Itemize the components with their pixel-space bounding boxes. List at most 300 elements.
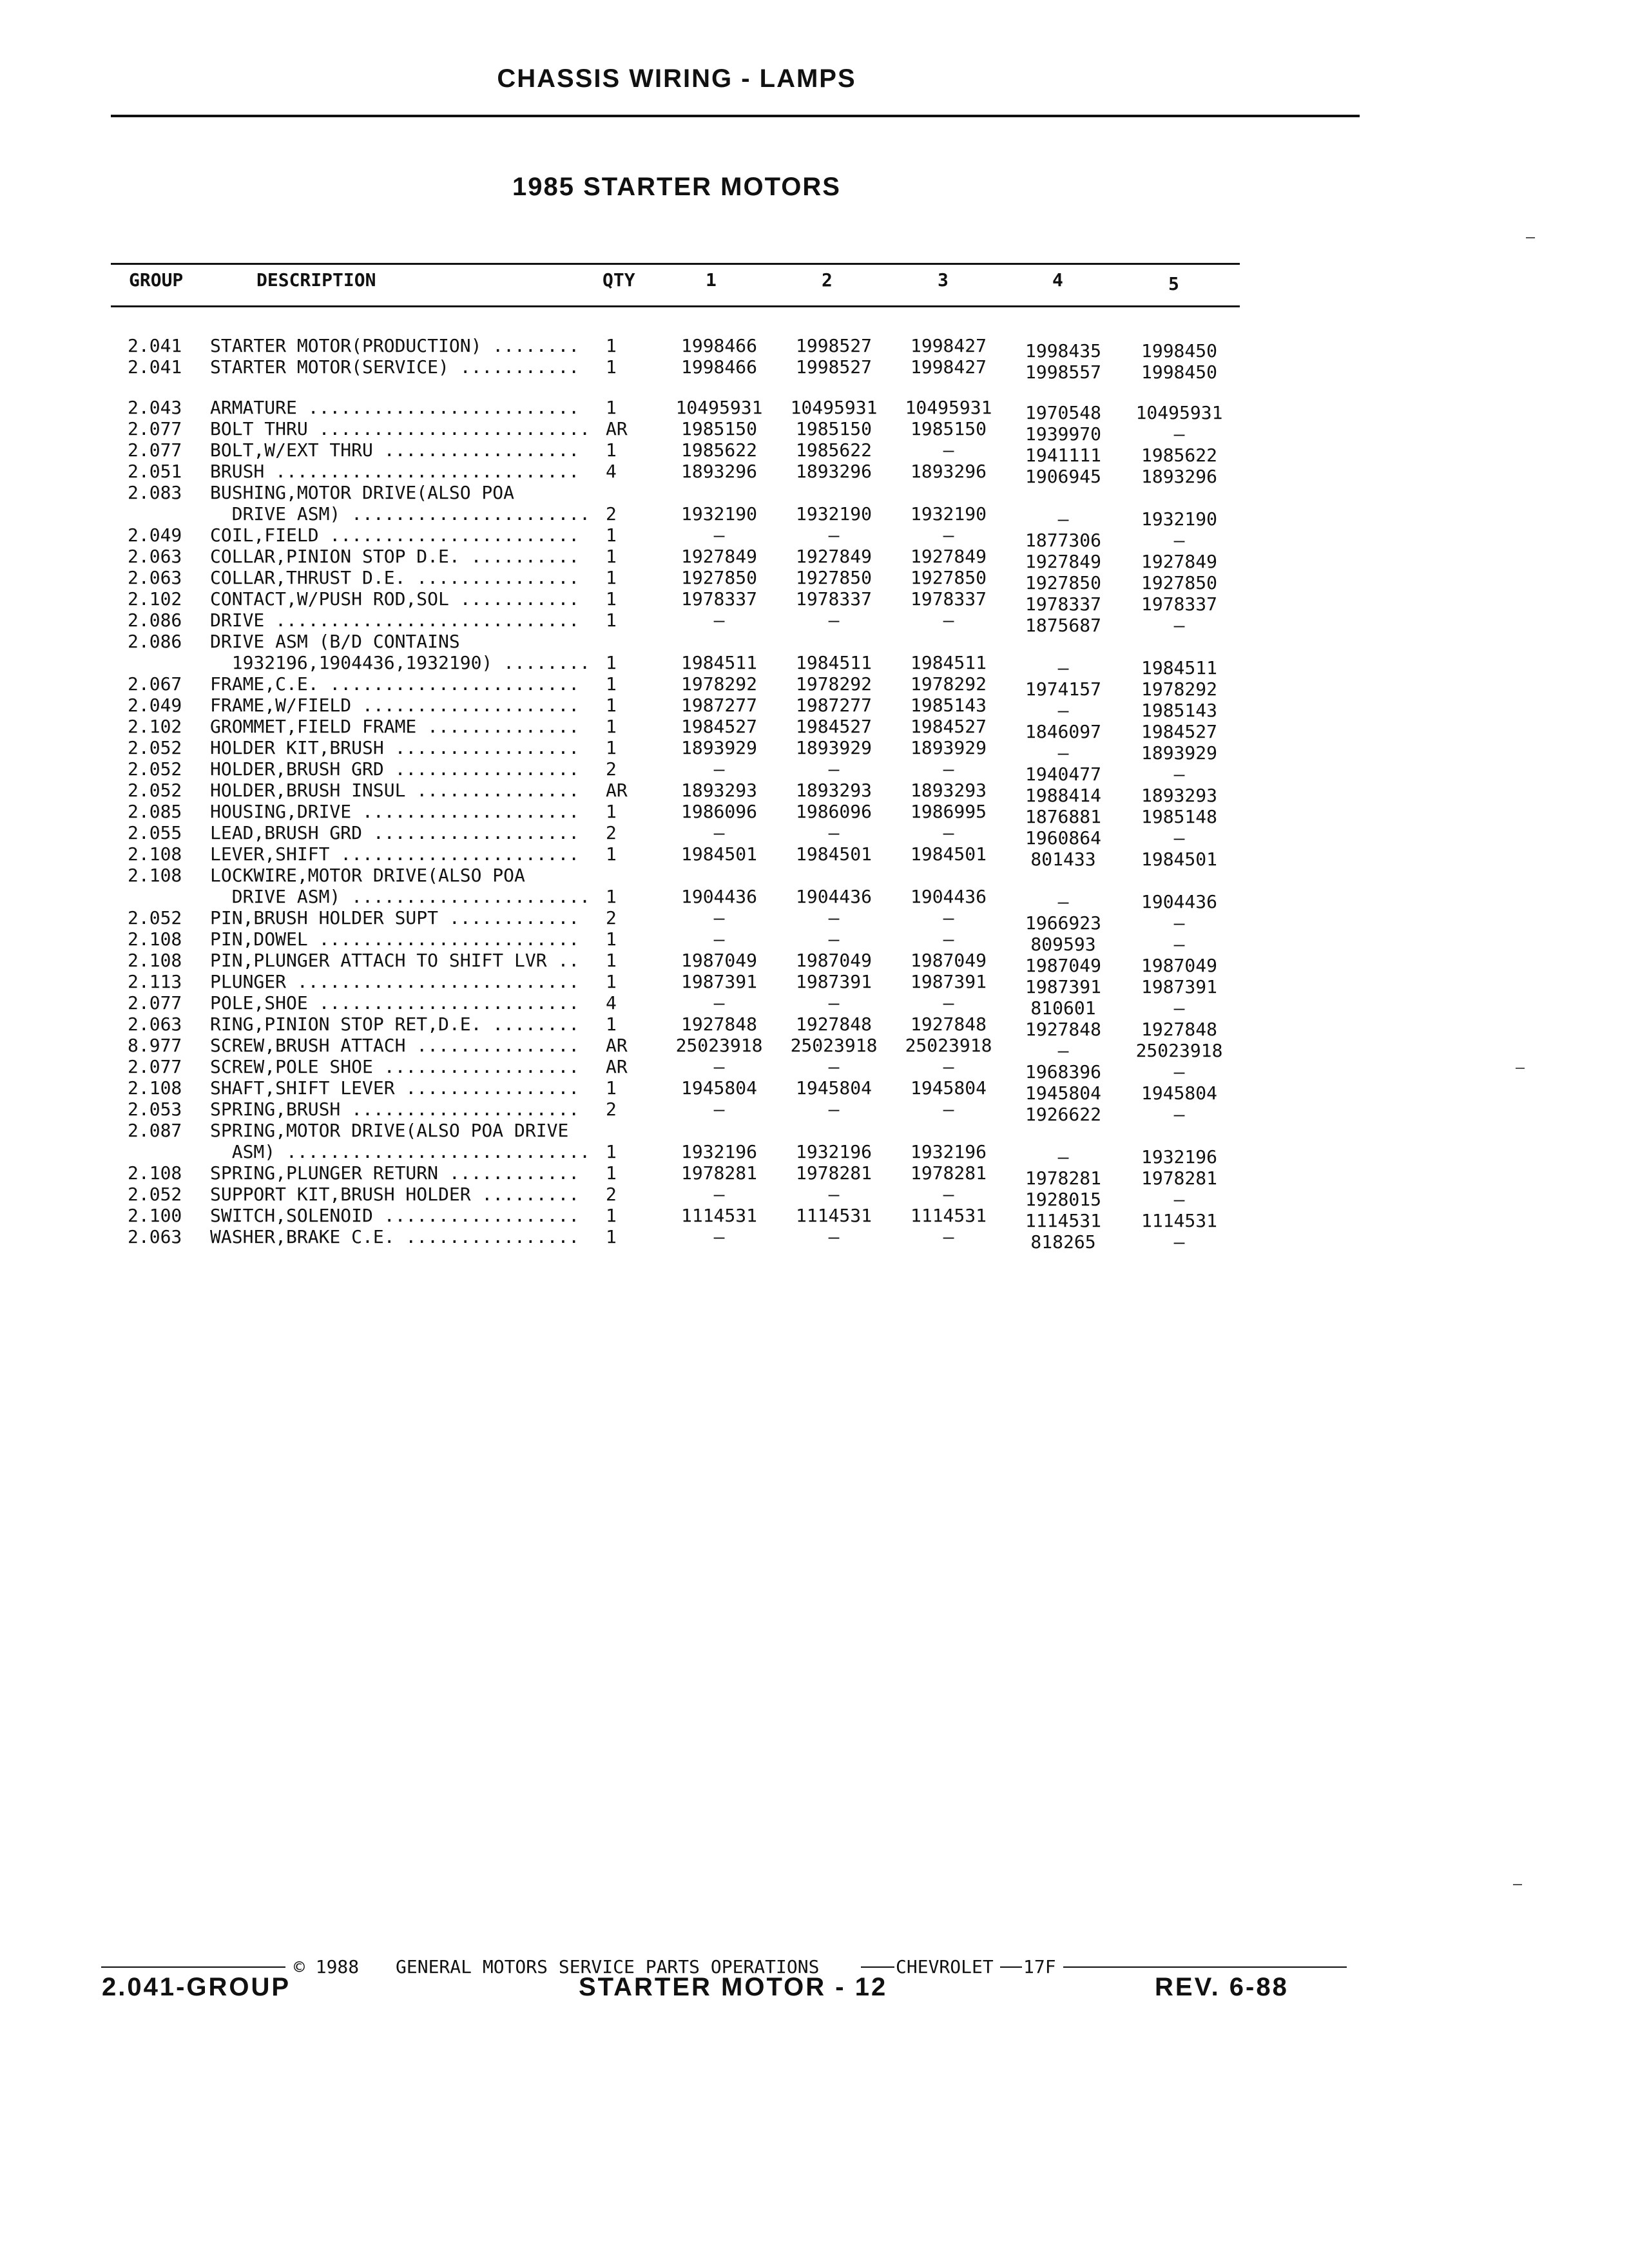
cell-qty: 1 bbox=[606, 1014, 617, 1035]
cell-part-2: 1987277 bbox=[795, 695, 872, 716]
cell-part-4: 1877306 bbox=[1025, 530, 1101, 551]
cell-part-1: 1978337 bbox=[680, 588, 757, 610]
cell-group: 2.052 bbox=[128, 758, 182, 780]
cell-part-5: 1893929 bbox=[1141, 742, 1217, 764]
cell-part-3: 1904436 bbox=[910, 886, 987, 907]
cell-part-2: 1984501 bbox=[795, 843, 872, 865]
cell-qty: 1 bbox=[606, 673, 617, 695]
cell-group: 2.041 bbox=[128, 356, 182, 378]
cell-part-4: 1974157 bbox=[1025, 678, 1101, 700]
cell-part-2: — bbox=[828, 1184, 840, 1205]
cell-description: GROMMET,FIELD FRAME .............. bbox=[210, 716, 580, 737]
cell-part-5: 1945804 bbox=[1141, 1082, 1217, 1104]
cell-part-3: 1945804 bbox=[910, 1077, 987, 1099]
cell-part-5: 1985143 bbox=[1141, 700, 1217, 721]
cell-part-4: 1927849 bbox=[1025, 551, 1101, 572]
cell-group: 2.083 bbox=[128, 482, 182, 503]
cell-description: FRAME,W/FIELD .................... bbox=[210, 695, 580, 716]
cell-part-5: 1893293 bbox=[1141, 785, 1217, 806]
cell-group: 2.077 bbox=[128, 992, 182, 1014]
cell-part-5: 1927849 bbox=[1141, 551, 1217, 572]
cell-part-3: 1893293 bbox=[910, 780, 987, 801]
cell-part-3: 1987391 bbox=[910, 971, 987, 992]
cell-qty: 1 bbox=[606, 335, 617, 356]
footer-code: 17F bbox=[1023, 1956, 1056, 1977]
cell-description: ASM) ............................ bbox=[210, 1141, 591, 1162]
cell-qty: 1 bbox=[606, 588, 617, 610]
cell-group: 2.077 bbox=[128, 439, 182, 461]
cell-part-3: 1978292 bbox=[910, 673, 987, 695]
cell-part-3: — bbox=[943, 524, 954, 546]
footer-group: 2.041-GROUP bbox=[102, 1973, 291, 2001]
cell-description: STARTER MOTOR(SERVICE) ........... bbox=[210, 356, 580, 378]
cell-part-2: — bbox=[828, 758, 840, 780]
cell-description: POLE,SHOE ........................ bbox=[210, 992, 580, 1014]
cell-part-1: 25023918 bbox=[675, 1035, 763, 1056]
cell-part-2: 1998527 bbox=[795, 356, 872, 378]
cell-part-1: 1998466 bbox=[680, 335, 757, 356]
cell-part-1: — bbox=[713, 1099, 725, 1120]
cell-part-2: 1985150 bbox=[795, 418, 872, 439]
cell-part-3: — bbox=[943, 758, 954, 780]
cell-part-2: 1927850 bbox=[795, 567, 872, 588]
cell-part-4: 1945804 bbox=[1025, 1082, 1101, 1104]
cell-qty: 1 bbox=[606, 1077, 617, 1099]
cell-qty: 1 bbox=[606, 1226, 617, 1247]
cell-part-2: 1893296 bbox=[795, 461, 872, 482]
footer-rule-mid bbox=[861, 1966, 894, 1968]
cell-part-4: 1998557 bbox=[1025, 361, 1101, 383]
cell-part-1: 1985150 bbox=[680, 418, 757, 439]
cell-qty: 2 bbox=[606, 1099, 617, 1120]
cell-part-5: 1984527 bbox=[1141, 721, 1217, 742]
cell-part-1: 1945804 bbox=[680, 1077, 757, 1099]
cell-part-5: 1932196 bbox=[1141, 1146, 1217, 1168]
cell-description: HOLDER KIT,BRUSH ................. bbox=[210, 737, 580, 758]
cell-qty: 1 bbox=[606, 1162, 617, 1184]
cell-group: 2.052 bbox=[128, 1184, 182, 1205]
cell-part-5: — bbox=[1173, 1189, 1185, 1210]
cell-group: 2.063 bbox=[128, 546, 182, 567]
cell-group: 2.108 bbox=[128, 843, 182, 865]
table-header-rule bbox=[111, 305, 1240, 307]
cell-description: SPRING,BRUSH ..................... bbox=[210, 1099, 580, 1120]
cell-group: 2.063 bbox=[128, 567, 182, 588]
cell-description: SHAFT,SHIFT LEVER ................ bbox=[210, 1077, 580, 1099]
cell-description: BOLT,W/EXT THRU .................. bbox=[210, 439, 580, 461]
cell-part-2: 1985622 bbox=[795, 439, 872, 461]
cell-part-3: 1986995 bbox=[910, 801, 987, 822]
cell-description: PIN,DOWEL ........................ bbox=[210, 928, 580, 950]
cell-part-3: — bbox=[943, 610, 954, 631]
cell-part-3: 1927849 bbox=[910, 546, 987, 567]
cell-group: 2.100 bbox=[128, 1205, 182, 1226]
cell-qty: 1 bbox=[606, 843, 617, 865]
cell-part-1: 1986096 bbox=[680, 801, 757, 822]
cell-part-4: — bbox=[1057, 700, 1069, 721]
cell-part-3: — bbox=[943, 907, 954, 928]
cell-group: 2.067 bbox=[128, 673, 182, 695]
cell-part-2: — bbox=[828, 1056, 840, 1077]
footer-rule-right bbox=[1063, 1966, 1347, 1968]
cell-qty: 1 bbox=[606, 971, 617, 992]
cell-part-3: 1927848 bbox=[910, 1014, 987, 1035]
cell-part-5: 25023918 bbox=[1135, 1040, 1223, 1061]
cell-part-2: — bbox=[828, 928, 840, 950]
cell-qty: 1 bbox=[606, 928, 617, 950]
cell-part-2: 1978337 bbox=[795, 588, 872, 610]
cell-description: 1932196,1904436,1932190) ........ bbox=[210, 652, 591, 673]
cell-part-4: 1978281 bbox=[1025, 1168, 1101, 1189]
table-top-rule bbox=[111, 263, 1240, 265]
cell-part-4: — bbox=[1057, 742, 1069, 764]
cell-part-3: 1893296 bbox=[910, 461, 987, 482]
cell-part-3: 1932190 bbox=[910, 503, 987, 524]
cell-qty: AR bbox=[606, 1056, 628, 1077]
cell-part-5: 1987391 bbox=[1141, 976, 1217, 997]
cell-description: STARTER MOTOR(PRODUCTION) ........ bbox=[210, 335, 580, 356]
cell-description: COLLAR,THRUST D.E. ............... bbox=[210, 567, 580, 588]
cell-part-4: 1939970 bbox=[1025, 423, 1101, 445]
cell-part-4: 1968396 bbox=[1025, 1061, 1101, 1082]
cell-part-1: 1927850 bbox=[680, 567, 757, 588]
cell-part-3: — bbox=[943, 439, 954, 461]
cell-part-5: — bbox=[1173, 997, 1185, 1019]
footer-copyright: © 1988 bbox=[294, 1956, 360, 1977]
cell-description: HOLDER,BRUSH INSUL ............... bbox=[210, 780, 580, 801]
cell-part-5: 1904436 bbox=[1141, 891, 1217, 912]
cell-part-4: 1987049 bbox=[1025, 955, 1101, 976]
cell-description: HOUSING,DRIVE .................... bbox=[210, 801, 580, 822]
col-header-group: GROUP bbox=[129, 269, 184, 291]
cell-part-2: 1932190 bbox=[795, 503, 872, 524]
cell-part-4: 1927850 bbox=[1025, 572, 1101, 593]
cell-group: 2.053 bbox=[128, 1099, 182, 1120]
cell-part-3: 1998427 bbox=[910, 335, 987, 356]
cell-part-1: — bbox=[713, 992, 725, 1014]
cell-group: 2.102 bbox=[128, 588, 182, 610]
cell-qty: 1 bbox=[606, 737, 617, 758]
cell-part-2: 10495931 bbox=[790, 397, 878, 418]
cell-part-3: 1927850 bbox=[910, 567, 987, 588]
cell-group: 2.052 bbox=[128, 780, 182, 801]
cell-part-4: 1875687 bbox=[1025, 615, 1101, 636]
page-title: CHASSIS WIRING - LAMPS bbox=[497, 64, 856, 93]
cell-part-5: 1927848 bbox=[1141, 1019, 1217, 1040]
footer-page: STARTER MOTOR - 12 bbox=[579, 1973, 888, 2001]
cell-part-3: — bbox=[943, 1099, 954, 1120]
col-header-4: 4 bbox=[1052, 269, 1063, 291]
cell-group: 2.102 bbox=[128, 716, 182, 737]
cell-part-4: 1988414 bbox=[1025, 785, 1101, 806]
cell-part-5: 1987049 bbox=[1141, 955, 1217, 976]
col-header-description: DESCRIPTION bbox=[256, 269, 376, 291]
cell-part-2: — bbox=[828, 610, 840, 631]
cell-part-1: 1978281 bbox=[680, 1162, 757, 1184]
margin-mark bbox=[1513, 1884, 1522, 1885]
cell-qty: 1 bbox=[606, 610, 617, 631]
cell-part-1: 1987277 bbox=[680, 695, 757, 716]
cell-group: 2.077 bbox=[128, 1056, 182, 1077]
cell-part-2: 1893293 bbox=[795, 780, 872, 801]
footer-publisher: GENERAL MOTORS SERVICE PARTS OPERATIONS bbox=[396, 1956, 820, 1977]
cell-description: SWITCH,SOLENOID .................. bbox=[210, 1205, 580, 1226]
cell-description: FRAME,C.E. ....................... bbox=[210, 673, 580, 695]
cell-part-4: — bbox=[1057, 1040, 1069, 1061]
cell-description: DRIVE ASM) ...................... bbox=[210, 503, 591, 524]
cell-part-1: 1998466 bbox=[680, 356, 757, 378]
cell-part-2: 1927848 bbox=[795, 1014, 872, 1035]
cell-part-5: — bbox=[1173, 934, 1185, 955]
cell-part-3: 1998427 bbox=[910, 356, 987, 378]
cell-group: 2.108 bbox=[128, 950, 182, 971]
cell-description: SCREW,BRUSH ATTACH ............... bbox=[210, 1035, 580, 1056]
cell-part-4: — bbox=[1057, 1146, 1069, 1168]
cell-qty: 1 bbox=[606, 546, 617, 567]
cell-part-2: 1987391 bbox=[795, 971, 872, 992]
cell-qty: 1 bbox=[606, 652, 617, 673]
cell-part-1: 1927848 bbox=[680, 1014, 757, 1035]
cell-part-5: 1932190 bbox=[1141, 508, 1217, 530]
cell-part-2: — bbox=[828, 1226, 840, 1247]
cell-part-1: 10495931 bbox=[675, 397, 763, 418]
cell-part-1: 1932196 bbox=[680, 1141, 757, 1162]
cell-qty: 1 bbox=[606, 695, 617, 716]
cell-group: 2.052 bbox=[128, 737, 182, 758]
cell-group: 2.108 bbox=[128, 1162, 182, 1184]
cell-part-3: — bbox=[943, 822, 954, 843]
cell-group: 2.086 bbox=[128, 610, 182, 631]
cell-part-3: 1932196 bbox=[910, 1141, 987, 1162]
footer-rule-mid2 bbox=[1000, 1966, 1022, 1968]
cell-qty: 4 bbox=[606, 992, 617, 1014]
cell-part-2: — bbox=[828, 1099, 840, 1120]
cell-part-4: 1926622 bbox=[1025, 1104, 1101, 1125]
cell-qty: 2 bbox=[606, 1184, 617, 1205]
cell-part-2: 1987049 bbox=[795, 950, 872, 971]
cell-qty: 2 bbox=[606, 907, 617, 928]
cell-description: PLUNGER .......................... bbox=[210, 971, 580, 992]
cell-group: 2.049 bbox=[128, 524, 182, 546]
cell-part-5: 1985148 bbox=[1141, 806, 1217, 827]
cell-description: SPRING,PLUNGER RETURN ............ bbox=[210, 1162, 580, 1184]
cell-description: RING,PINION STOP RET,D.E. ........ bbox=[210, 1014, 580, 1035]
cell-part-4: 1941111 bbox=[1025, 445, 1101, 466]
cell-group: 2.043 bbox=[128, 397, 182, 418]
cell-part-5: 1927850 bbox=[1141, 572, 1217, 593]
cell-group: 2.049 bbox=[128, 695, 182, 716]
cell-qty: 1 bbox=[606, 1141, 617, 1162]
cell-group: 2.108 bbox=[128, 1077, 182, 1099]
cell-part-1: — bbox=[713, 907, 725, 928]
cell-part-5: 1984511 bbox=[1141, 657, 1217, 678]
cell-qty: 2 bbox=[606, 758, 617, 780]
cell-description: CONTACT,W/PUSH ROD,SOL ........... bbox=[210, 588, 580, 610]
margin-mark bbox=[1526, 237, 1535, 238]
cell-part-4: 1846097 bbox=[1025, 721, 1101, 742]
cell-part-4: 810601 bbox=[1030, 997, 1096, 1019]
cell-group: 2.041 bbox=[128, 335, 182, 356]
cell-part-5: — bbox=[1173, 530, 1185, 551]
cell-qty: 1 bbox=[606, 356, 617, 378]
cell-part-1: 1893293 bbox=[680, 780, 757, 801]
cell-group: 2.108 bbox=[128, 865, 182, 886]
title-rule bbox=[111, 115, 1360, 117]
cell-part-2: 1904436 bbox=[795, 886, 872, 907]
footer-rule-left bbox=[101, 1966, 285, 1968]
cell-qty: 1 bbox=[606, 801, 617, 822]
cell-group: 2.113 bbox=[128, 971, 182, 992]
cell-qty: 1 bbox=[606, 716, 617, 737]
cell-group: 2.086 bbox=[128, 631, 182, 652]
cell-part-3: 1893929 bbox=[910, 737, 987, 758]
cell-part-2: — bbox=[828, 907, 840, 928]
cell-part-4: — bbox=[1057, 891, 1069, 912]
cell-description: HOLDER,BRUSH GRD ................. bbox=[210, 758, 580, 780]
cell-qty: 2 bbox=[606, 822, 617, 843]
cell-qty: 1 bbox=[606, 886, 617, 907]
cell-part-3: 10495931 bbox=[905, 397, 992, 418]
cell-description: COLLAR,PINION STOP D.E. .......... bbox=[210, 546, 580, 567]
cell-description: BOLT THRU ......................... bbox=[210, 418, 591, 439]
cell-part-2: 1986096 bbox=[795, 801, 872, 822]
cell-description: SPRING,MOTOR DRIVE(ALSO POA DRIVE bbox=[210, 1120, 569, 1141]
cell-part-5: — bbox=[1173, 912, 1185, 934]
cell-description: WASHER,BRAKE C.E. ................ bbox=[210, 1226, 580, 1247]
cell-part-2: 1927849 bbox=[795, 546, 872, 567]
cell-part-4: 1928015 bbox=[1025, 1189, 1101, 1210]
cell-part-5: 1114531 bbox=[1141, 1210, 1217, 1231]
cell-part-5: 1985622 bbox=[1141, 445, 1217, 466]
cell-part-5: 1978337 bbox=[1141, 593, 1217, 615]
cell-description: COIL,FIELD ....................... bbox=[210, 524, 580, 546]
cell-qty: 1 bbox=[606, 950, 617, 971]
cell-part-2: — bbox=[828, 822, 840, 843]
cell-part-3: — bbox=[943, 992, 954, 1014]
col-header-5: 5 bbox=[1168, 273, 1179, 294]
cell-part-3: — bbox=[943, 1184, 954, 1205]
cell-part-3: 25023918 bbox=[905, 1035, 992, 1056]
cell-part-4: 1966923 bbox=[1025, 912, 1101, 934]
cell-part-2: 1998527 bbox=[795, 335, 872, 356]
cell-part-3: — bbox=[943, 1056, 954, 1077]
cell-group: 2.052 bbox=[128, 907, 182, 928]
cell-description: SUPPORT KIT,BRUSH HOLDER ......... bbox=[210, 1184, 580, 1205]
cell-part-1: — bbox=[713, 1056, 725, 1077]
cell-part-1: 1927849 bbox=[680, 546, 757, 567]
cell-part-1: 1893296 bbox=[680, 461, 757, 482]
cell-qty: AR bbox=[606, 1035, 628, 1056]
cell-part-1: 1985622 bbox=[680, 439, 757, 461]
cell-part-4: 801433 bbox=[1030, 849, 1096, 870]
cell-part-3: 1987049 bbox=[910, 950, 987, 971]
cell-part-5: 1984501 bbox=[1141, 849, 1217, 870]
cell-part-5: 1978281 bbox=[1141, 1168, 1217, 1189]
cell-description: DRIVE ASM (B/D CONTAINS bbox=[210, 631, 460, 652]
cell-qty: 1 bbox=[606, 567, 617, 588]
cell-part-4: — bbox=[1057, 508, 1069, 530]
cell-part-3: — bbox=[943, 928, 954, 950]
cell-qty: 1 bbox=[606, 1205, 617, 1226]
cell-group: 2.063 bbox=[128, 1226, 182, 1247]
cell-part-1: — bbox=[713, 822, 725, 843]
margin-mark bbox=[1516, 1068, 1525, 1069]
cell-qty: AR bbox=[606, 418, 628, 439]
cell-part-1: 1904436 bbox=[680, 886, 757, 907]
cell-part-5: — bbox=[1173, 1231, 1185, 1253]
cell-part-3: 1978337 bbox=[910, 588, 987, 610]
cell-description: SCREW,POLE SHOE .................. bbox=[210, 1056, 580, 1077]
footer-division: CHEVROLET bbox=[896, 1956, 994, 1977]
section-title: 1985 STARTER MOTORS bbox=[512, 173, 841, 201]
cell-part-1: — bbox=[713, 758, 725, 780]
cell-part-4: 1906945 bbox=[1025, 466, 1101, 487]
cell-part-1: — bbox=[713, 610, 725, 631]
cell-part-4: — bbox=[1057, 657, 1069, 678]
cell-description: LOCKWIRE,MOTOR DRIVE(ALSO POA bbox=[210, 865, 525, 886]
col-header-1: 1 bbox=[706, 269, 717, 291]
cell-part-3: 1985143 bbox=[910, 695, 987, 716]
cell-part-2: 1984511 bbox=[795, 652, 872, 673]
cell-part-1: 1893929 bbox=[680, 737, 757, 758]
cell-group: 2.085 bbox=[128, 801, 182, 822]
cell-part-1: — bbox=[713, 524, 725, 546]
cell-part-2: 1932196 bbox=[795, 1141, 872, 1162]
cell-part-1: — bbox=[713, 1226, 725, 1247]
cell-group: 2.051 bbox=[128, 461, 182, 482]
cell-part-3: 1984511 bbox=[910, 652, 987, 673]
cell-qty: 1 bbox=[606, 439, 617, 461]
cell-part-4: 818265 bbox=[1030, 1231, 1096, 1253]
cell-qty: 2 bbox=[606, 503, 617, 524]
cell-part-1: 1114531 bbox=[680, 1205, 757, 1226]
cell-part-1: 1978292 bbox=[680, 673, 757, 695]
cell-part-4: 1940477 bbox=[1025, 764, 1101, 785]
cell-description: LEAD,BRUSH GRD ................... bbox=[210, 822, 580, 843]
cell-part-2: 1893929 bbox=[795, 737, 872, 758]
cell-part-1: 1932190 bbox=[680, 503, 757, 524]
cell-group: 2.055 bbox=[128, 822, 182, 843]
cell-part-1: 1987049 bbox=[680, 950, 757, 971]
cell-part-5: 10495931 bbox=[1135, 402, 1223, 423]
cell-part-3: 1984527 bbox=[910, 716, 987, 737]
cell-part-5: — bbox=[1173, 1061, 1185, 1082]
cell-part-1: 1984501 bbox=[680, 843, 757, 865]
cell-part-3: 1984501 bbox=[910, 843, 987, 865]
cell-part-4: 809593 bbox=[1030, 934, 1096, 955]
cell-part-2: 1978292 bbox=[795, 673, 872, 695]
cell-description: ARMATURE ......................... bbox=[210, 397, 580, 418]
cell-part-4: 1998435 bbox=[1025, 340, 1101, 361]
cell-part-5: — bbox=[1173, 1104, 1185, 1125]
cell-part-1: 1984511 bbox=[680, 652, 757, 673]
col-header-2: 2 bbox=[822, 269, 833, 291]
cell-part-4: 1927848 bbox=[1025, 1019, 1101, 1040]
cell-part-5: — bbox=[1173, 764, 1185, 785]
cell-part-4: 1978337 bbox=[1025, 593, 1101, 615]
cell-part-5: 1998450 bbox=[1141, 340, 1217, 361]
cell-part-2: — bbox=[828, 992, 840, 1014]
cell-part-5: 1998450 bbox=[1141, 361, 1217, 383]
cell-description: DRIVE ASM) ...................... bbox=[210, 886, 591, 907]
cell-part-4: 1987391 bbox=[1025, 976, 1101, 997]
cell-qty: AR bbox=[606, 780, 628, 801]
cell-part-3: 1978281 bbox=[910, 1162, 987, 1184]
cell-part-1: 1984527 bbox=[680, 716, 757, 737]
cell-description: PIN,PLUNGER ATTACH TO SHIFT LVR .. bbox=[210, 950, 580, 971]
cell-part-3: 1114531 bbox=[910, 1205, 987, 1226]
cell-part-2: 1978281 bbox=[795, 1162, 872, 1184]
